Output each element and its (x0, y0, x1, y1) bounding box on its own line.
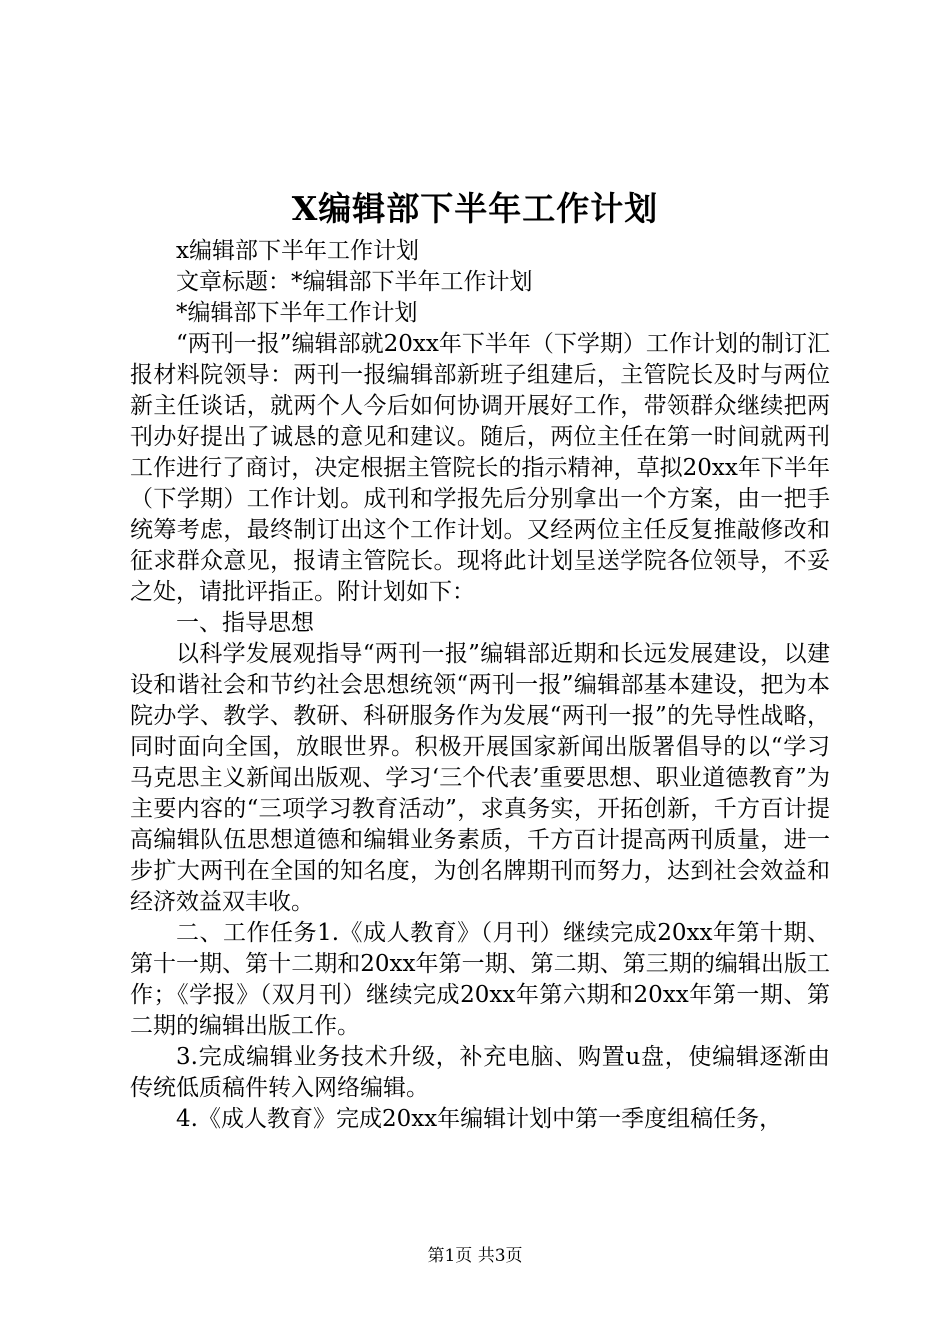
paragraph: 二、工作任务1.《成人教育》（月刊）继续完成20xx年第十期、第十一期、第十二期和20xx年第一期、第二期、第三期的编辑出版工作；《学报》（双月刊）继续完成20xx年第六期和20xx年第一期、第二期的编辑出版工作。 (130, 920, 830, 1039)
paragraph: *编辑部下半年工作计划 (176, 300, 418, 326)
paragraph: 4.《成人教育》完成20xx年编辑计划中第一季度组稿任务， (176, 1106, 783, 1132)
document-title: X编辑部下半年工作计划 (291, 189, 659, 228)
paragraph: 文章标题：*编辑部下半年工作计划 (176, 269, 533, 295)
paragraph: “两刊一报”编辑部就20xx年下半年（下学期）工作计划的制订汇报材料院领导：两刊一报编辑部新班子组建后，主管院长及时与两位新主任谈话，就两个人今后如何协调开展好工作，带领群众继续把两刊办好提出了诚恳的意见和建议。随后，两位主任在第一时间就两刊工作进行了商讨，决定根据主管院长的指示精神，草拟20xx年下半年（下学期）工作计划。成刊和学报先后分别拿出一个方案，由一把手统筹考虑，最终制订出这个工作计划。又经两位主任反复推敲修改和征求群众意见，报请主管院长。现将此计划呈送学院各位领导，不妥之处，请批评指正。附计划如下： (130, 331, 830, 605)
document-body (130, 236, 830, 1135)
paragraph: 3.完成编辑业务技术升级，补充电脑、购置u盘，使编辑逐渐由传统低质稿件转入网络编辑。 (130, 1044, 830, 1101)
section-heading: 一、指导思想 (176, 610, 314, 636)
page-footer: 第1页 共3页 (427, 1246, 523, 1266)
paragraph: x编辑部下半年工作计划 (176, 238, 419, 264)
paragraph: 以科学发展观指导“两刊一报”编辑部近期和长远发展建设，以建设和谐社会和节约社会思想统领“两刊一报”编辑部基本建设，把为本院办学、教学、教研、科研服务作为发展“两刊一报”的先导性战略，同时面向全国，放眼世界。积极开展国家新闻出版署倡导的以“学习马克思主义新闻出版观、学习‘三个代表’重要思想、职业道德教育”为主要内容的“三项学习教育活动”，求真务实，开拓创新，千方百计提高编辑队伍思想道德和编辑业务素质，千方百计提高两刊质量，进一步扩大两刊在全国的知名度，为创名牌期刊而努力，达到社会效益和经济效益双丰收。 (130, 641, 830, 915)
